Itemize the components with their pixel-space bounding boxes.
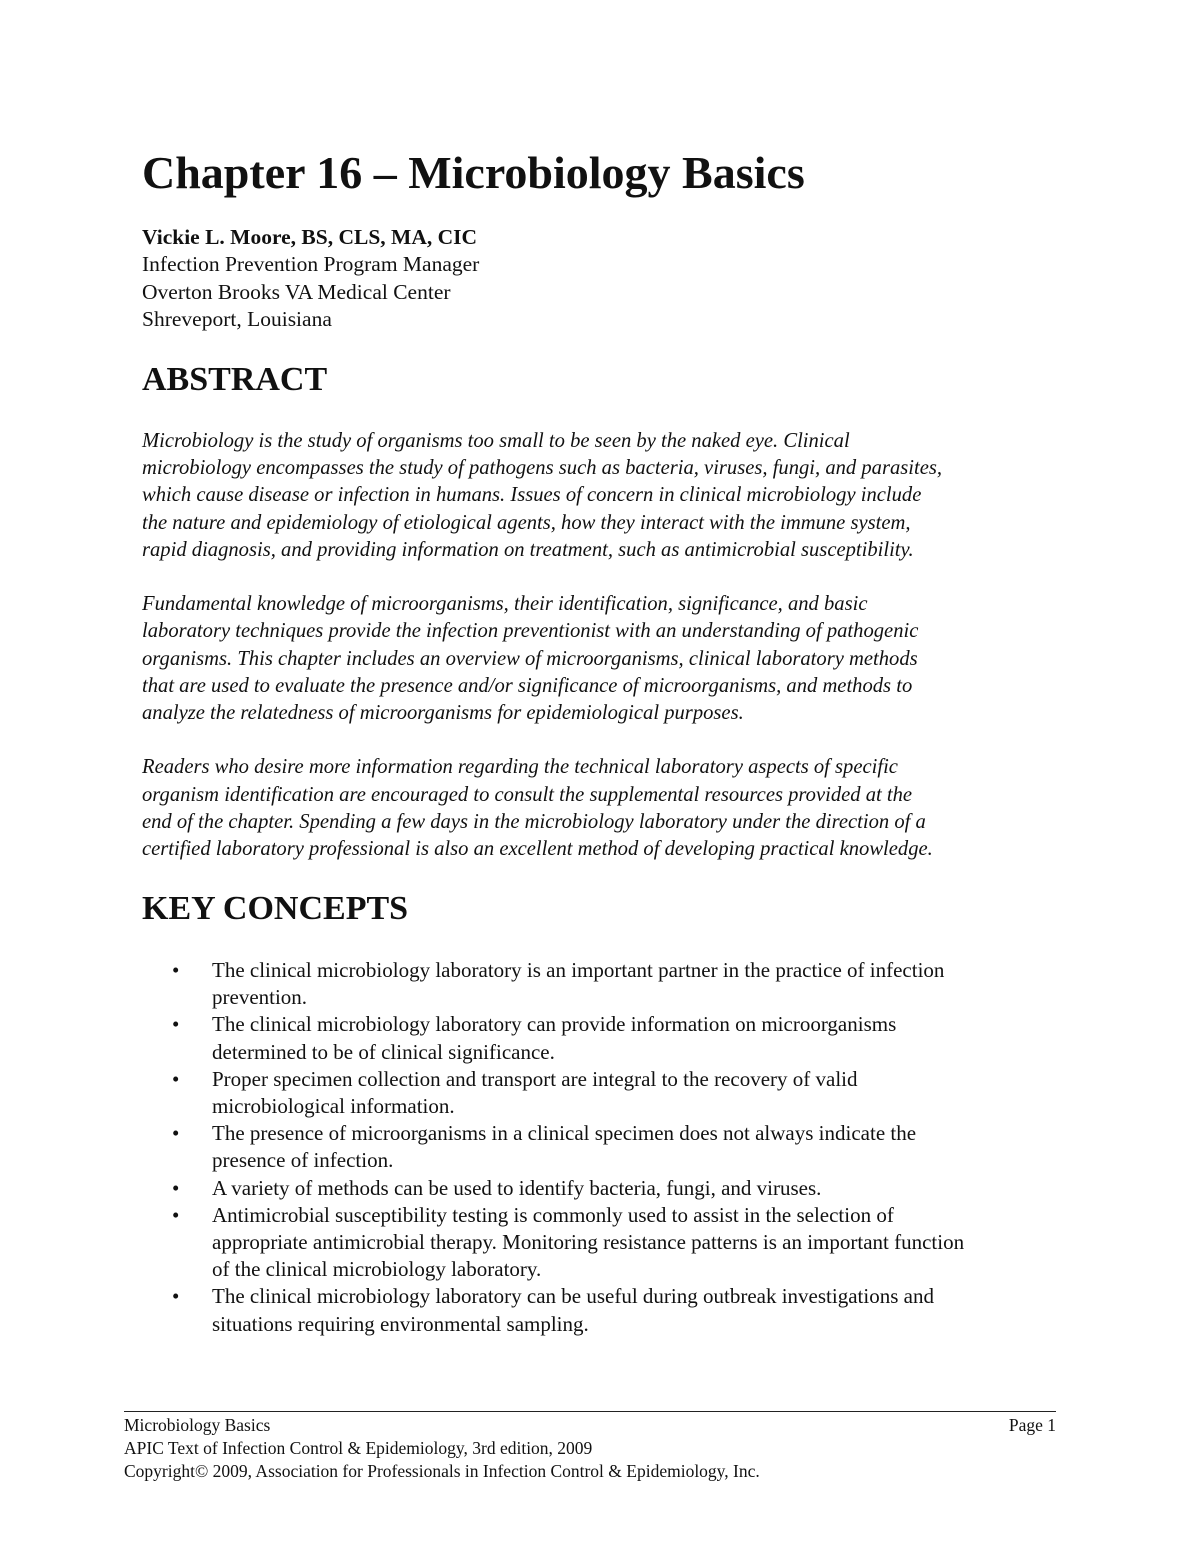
list-item (142, 1202, 1072, 1284)
list-item-line: prevention. (212, 985, 308, 1010)
list-item-line: presence of infection. (212, 1148, 394, 1173)
list-item (142, 1011, 1072, 1065)
abstract-line: organism identification are encouraged to consult the supplemental resources provided at the (142, 783, 913, 806)
abstract-line: end of the chapter. Spending a few days in the microbiology laboratory under the direction of a (142, 810, 926, 833)
list-item (142, 1066, 1072, 1120)
key-concepts-list (142, 957, 1072, 1338)
author-name: Vickie L. Moore, BS, CLS, MA, CIC (142, 225, 478, 249)
abstract-line: which cause disease or infection in humans. Issues of concern in clinical microbiology include (142, 484, 922, 507)
author-block (142, 224, 479, 333)
abstract-line: analyze the relatedness of microorganisms for epidemiological purposes. (142, 702, 744, 725)
abstract-heading: ABSTRACT (142, 361, 328, 398)
bullet-icon: • (172, 1012, 180, 1037)
abstract-line: rapid diagnosis, and providing information on treatment, such as antimicrobial susceptibility. (142, 538, 914, 561)
author-institution: Overton Brooks VA Medical Center (142, 279, 451, 304)
bullet-icon: • (172, 958, 180, 982)
abstract-line: organisms. This chapter includes an overview of microorganisms, clinical laboratory methods (142, 647, 918, 670)
list-item-line: The presence of microorganisms in a clinical specimen does not always indicate the (212, 1121, 917, 1146)
list-item-line: Antimicrobial susceptibility testing is commonly used to assist in the selection of (212, 1202, 894, 1227)
abstract-line: certified laboratory professional is also an excellent method of developing practical knowledge. (142, 838, 933, 861)
page-number: Page 1 (1008, 1415, 1056, 1435)
author-location: Shreveport, Louisiana (142, 306, 332, 331)
abstract-line: Readers who desire more information regarding the technical laboratory aspects of specific (142, 756, 898, 779)
abstract-line: the nature and epidemiology of etiological agents, how they interact with the immune system, (142, 511, 911, 534)
footer-divider (124, 1411, 1056, 1412)
footer-source: APIC Text of Infection Control & Epidemiology, 3rd edition, 2009 (124, 1438, 593, 1458)
list-item (142, 957, 1072, 1011)
abstract-paragraph (142, 591, 1062, 727)
list-item-line: The clinical microbiology laboratory can be useful during outbreak investigations and (212, 1284, 934, 1309)
list-item (142, 1175, 1072, 1202)
list-item-line: The clinical microbiology laboratory can provide information on microorganisms (212, 1012, 897, 1037)
key-concepts-heading: KEY CONCEPTS (142, 890, 409, 927)
abstract-line: Microbiology is the study of organisms too small to be seen by the naked eye. Clinical (142, 430, 850, 452)
list-item (142, 1120, 1072, 1174)
abstract-line: Fundamental knowledge of microorganisms, their identification, significance, and basic (142, 593, 868, 616)
bullet-icon: • (172, 1202, 180, 1227)
abstract-paragraph (142, 754, 1062, 863)
abstract-body (142, 428, 1062, 890)
list-item-line: situations requiring environmental sampling. (212, 1311, 589, 1336)
abstract-line: that are used to evaluate the presence and/or significance of microorganisms, and methods to (142, 674, 913, 697)
list-item-line: Proper specimen collection and transport are integral to the recovery of valid (212, 1066, 858, 1091)
list-item (142, 1283, 1072, 1337)
list-item-line: The clinical microbiology laboratory is an important partner in the practice of infection (212, 958, 945, 982)
list-item-line: microbiological information. (212, 1094, 455, 1119)
author-role: Infection Prevention Program Manager (142, 252, 480, 277)
abstract-line: laboratory techniques provide the infection preventionist with an understanding of pathogenic (142, 620, 919, 643)
list-item-line: determined to be of clinical significance. (212, 1039, 555, 1064)
bullet-icon: • (172, 1121, 180, 1146)
bullet-icon: • (172, 1284, 180, 1309)
chapter-title: Chapter 16 – Microbiology Basics (142, 147, 805, 198)
abstract-paragraph (142, 428, 1062, 564)
abstract-line: microbiology encompasses the study of pathogens such as bacteria, viruses, fungi, and parasites, (142, 457, 943, 480)
bullet-icon: • (172, 1066, 180, 1091)
list-item-line: of the clinical microbiology laboratory. (212, 1257, 542, 1282)
footer-copyright: Copyright© 2009, Association for Professionals in Infection Control & Epidemiology, Inc. (124, 1461, 760, 1481)
list-item-line: appropriate antimicrobial therapy. Monitoring resistance patterns is an important function (212, 1230, 965, 1255)
footer-title: Microbiology Basics (124, 1415, 271, 1435)
bullet-icon: • (172, 1175, 180, 1200)
page-footer (124, 1414, 1056, 1483)
list-item-line: A variety of methods can be used to identify bacteria, fungi, and viruses. (212, 1175, 822, 1200)
